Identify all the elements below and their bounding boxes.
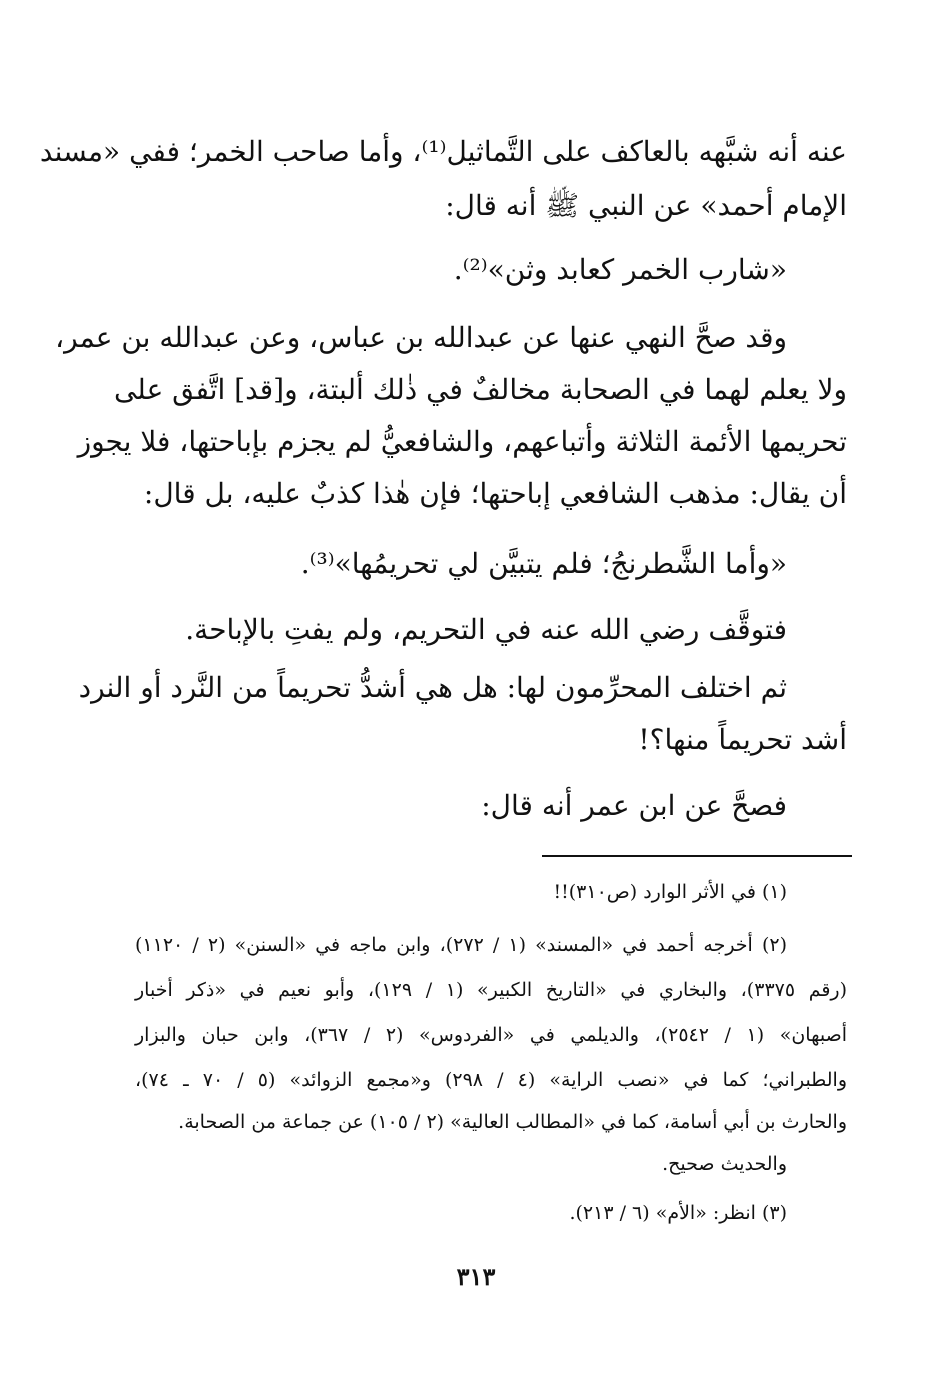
body-line-5: ولا يعلم لهما في الصحابة مخالفٌ في ذٰلك ألبتة، و[قد] اتَّفق على (113, 373, 847, 406)
body-line-11: أشد تحريماً منها؟! (638, 723, 847, 756)
footnote-1: (١) في الأثر الوارد (ص٣١٠)!! (553, 881, 787, 903)
page-number: ٣١٣ (456, 1262, 496, 1291)
quote-shafii: «وأما الشَّطرنجُ؛ فلم يتبيَّن لي تحريمُها»⁽³⁾. (300, 547, 787, 580)
body-line-12: فصحَّ عن ابن عمر أنه قال: (481, 789, 787, 822)
body-line-10: ثم اختلف المحرِّمون لها: هل هي أشدُّ تحريماً من النَّرد أو النرد (78, 671, 787, 704)
footnote-2-line-2: (رقم ٣٣٧٥)، والبخاري في «التاريخ الكبير» (١ / ١٢٩)، وأبو نعيم في «ذكر أخبار (135, 979, 848, 1001)
body-line-2: الإمام أحمد» عن النبي ﷺ أنه قال: (445, 189, 847, 222)
footnote-2-line-3: أصبهان» (١ / ٢٥٤٢)، والديلمي في «الفردوس» (٢ / ٣٦٧)، وابن حبان والبزار (135, 1024, 847, 1046)
footnote-3: (٣) انظر: «الأم» (٦ / ٢١٣). (569, 1202, 787, 1224)
body-line-7: أن يقال: مذهب الشافعي إباحتها؛ فإن هٰذا كذبٌ عليه، بل قال: (143, 477, 847, 510)
footnote-2-line-5: والحارث بن أبي أسامة، كما في «المطالب العالية» (٢ / ١٠٥) عن جماعة من الصحابة. (178, 1111, 847, 1133)
footnote-separator (542, 855, 852, 857)
body-line-6: تحريمها الأئمة الثلاثة وأتباعهم، والشافعيُّ لم يجزم بإباحتها، فلا يجوز (77, 425, 847, 458)
body-line-4: وقد صحَّ النهي عنها عن عبدالله بن عباس، وعن عبدالله بن عمر، (55, 321, 787, 354)
footnote-2-line-1: (٢) أخرجه أحمد في «المسند» (١ / ٢٧٢)، وابن ماجه في «السنن» (٢ / ١١٢٠) (135, 934, 787, 956)
footnote-2-line-6: والحديث صحيح. (662, 1153, 787, 1175)
footnote-2-line-4: والطبراني؛ كما في «نصب الراية» (٤ / ٢٩٨) و«مجمع الزوائد» (٥ / ٧٠ ـ ٧٤)، (135, 1069, 848, 1091)
body-line-9: فتوقَّف رضي الله عنه في التحريم، ولم يفتِ بالإباحة. (185, 613, 787, 646)
body-line-1: عنه أنه شبَّهه بالعاكف على التَّماثيل⁽¹⁾، وأما صاحب الخمر؛ ففي «مسند (39, 135, 847, 168)
body-line-3: «شارب الخمر كعابد وثن»⁽²⁾. (453, 253, 787, 286)
